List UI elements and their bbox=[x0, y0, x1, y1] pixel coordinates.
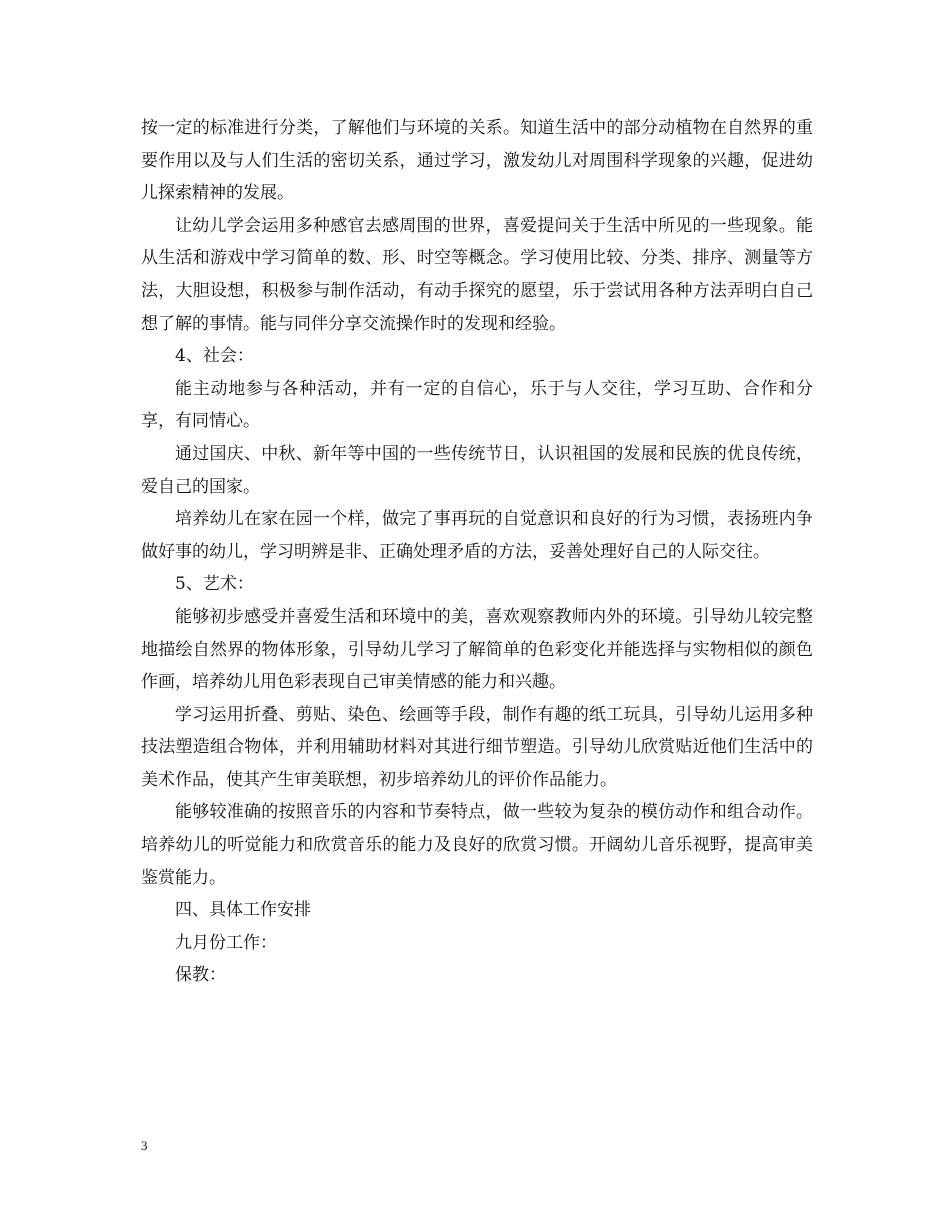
heading-care-education: 保教： bbox=[175, 965, 226, 986]
paragraph-art-crafts: 学习运用折叠、剪贴、染色、绘画等手段，制作有趣的纸工玩具，引导幼儿运用多种技法塑造组合物体，并利用辅助材料对其进行细节塑造。引导幼儿欣赏贴近他们生活中的美术作品，使其产生审美联想，初步培养幼儿的评价作品能力。 bbox=[141, 704, 813, 790]
heading-society: 4、社会： bbox=[175, 346, 254, 367]
paragraph-art-beauty: 能够初步感受并喜爱生活和环境中的美，喜欢观察教师内外的环境。引导幼儿较完整地描绘自然界的物体形象，引导幼儿学习了解简单的色彩变化并能选择与实物相似的颜色作画，培养幼儿用色彩表现自己审美情感的能力和兴趣。 bbox=[141, 606, 813, 693]
paragraph-science-senses: 让幼儿学会运用多种感官去感周围的世界，喜爱提问关于生活中所见的一些现象。能从生活和游戏中学习简单的数、形、时空等概念。学习使用比较、分类、排序、测量等方法，大胆设想，积极参与制作活动，有动手探究的愿望，乐于尝试用各种方法弄明白自己想了解的事情。能与同伴分享交流操作时的发现和经验。 bbox=[141, 215, 813, 334]
paragraph-society-habits: 培养幼儿在家在园一个样，做完了事再玩的自觉意识和良好的行为习惯，表扬班内争做好事的幼儿，学习明辨是非、正确处理矛盾的方法，妥善处理好自己的人际交往。 bbox=[141, 509, 813, 562]
heading-art: 5、艺术： bbox=[175, 574, 254, 595]
heading-work-schedule: 四、具体工作安排 bbox=[175, 900, 311, 921]
paragraph-society-festivals: 通过国庆、中秋、新年等中国的一些传统节日，认识祖国的发展和民族的优良传统，爱自己的国家。 bbox=[141, 443, 813, 497]
paragraph-art-music: 能够较准确的按照音乐的内容和节奏特点，做一些较为复杂的模仿动作和组合动作。培养幼儿的听觉能力和欣赏音乐的能力及良好的欣赏习惯。开阔幼儿音乐视野，提高审美鉴赏能力。 bbox=[141, 802, 813, 888]
paragraph-society-participation: 能主动地参与各种活动，并有一定的自信心，乐于与人交往，学习互助、合作和分享，有同情心。 bbox=[141, 378, 813, 432]
heading-september-work: 九月份工作： bbox=[175, 932, 277, 953]
page-number: 3 bbox=[141, 1138, 148, 1153]
document-body bbox=[141, 112, 813, 992]
paragraph-science-classification: 按一定的标准进行分类，了解他们与环境的关系。知道生活中的部分动植物在自然界的重要作用以及与人们生活的密切关系，通过学习，激发幼儿对周围科学现象的兴趣，促进幼儿探索精神的发展。 bbox=[141, 118, 813, 204]
